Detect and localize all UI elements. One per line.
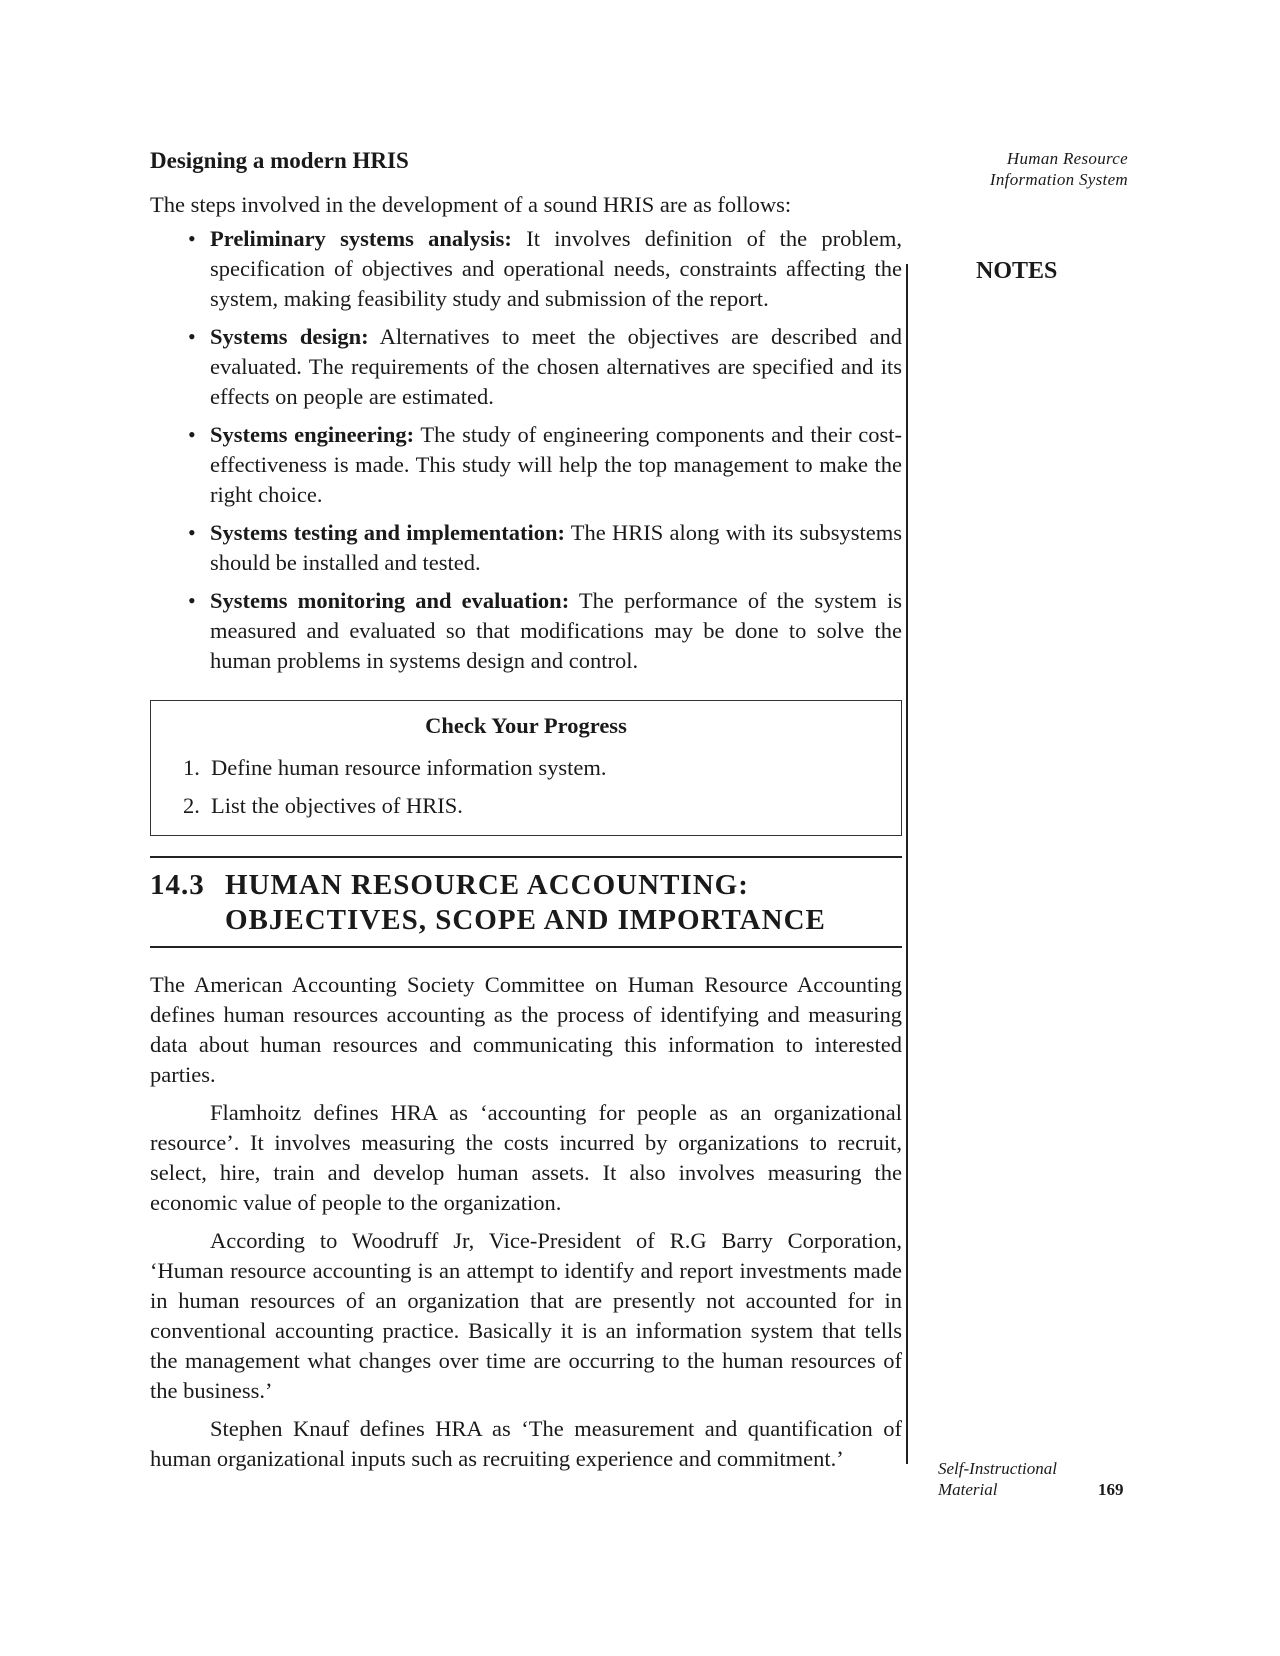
footer-label: [938, 1458, 1057, 1500]
margin-divider: [906, 264, 908, 1464]
body-paragraph: The American Accounting Society Committee on Human Resource Accounting defines human resources accounting as the process of identifying and measuring data about human resources and communicating this information to interested parties.: [150, 972, 902, 1087]
body-paragraph: Stephen Knauf defines HRA as ‘The measurement and quantification of human organizational inputs such as recruiting experience and commitment.’: [150, 1416, 902, 1471]
main-column: [150, 140, 902, 1482]
check-progress-title: Check Your Progress: [425, 713, 627, 738]
footer-label-line1: Self-Instructional: [938, 1459, 1057, 1478]
running-head-line1: Human Resource: [1006, 149, 1128, 168]
footer-label-line2: Material: [938, 1480, 998, 1499]
question-number: 1.: [183, 755, 200, 780]
step-term: Systems engineering:: [210, 422, 415, 447]
page-number: 169: [1098, 1480, 1124, 1499]
question-text: List the objectives of HRIS.: [211, 793, 463, 818]
notes-label: NOTES: [976, 258, 1058, 284]
section-heading: Designing a modern HRIS: [150, 148, 409, 173]
question-item: [183, 753, 901, 783]
running-head: [990, 148, 1128, 190]
body-paragraph: Flamhoitz defines HRA as ‘accounting for people as an organizational resource’. It involves measuring the costs incurred by organizations to recruit, select, hire, train and develop human assets. It also involves measuring the economic value of people to the organization.: [150, 1100, 902, 1215]
list-item: [210, 518, 902, 578]
body-paragraph: According to Woodruff Jr, Vice-President of R.G Barry Corporation, ‘Human resource accounting is an attempt to identify and report investments made in human resources of an organization that are presently not accounted for in conventional accounting practice. Basically it is an information system that tells the management what changes over time are occurring to the human resources of the business.’: [150, 1228, 902, 1403]
chapter-section-title-line2: OBJECTIVES, SCOPE AND IMPORTANCE: [225, 904, 826, 936]
question-text: Define human resource information system.: [211, 755, 607, 780]
chapter-section-heading: [150, 856, 902, 948]
section-intro: The steps involved in the development of a sound HRIS are as follows:: [150, 192, 792, 217]
list-item: [210, 322, 902, 412]
step-term: Systems monitoring and evaluation:: [210, 588, 570, 613]
question-item: [183, 791, 901, 821]
list-item: [210, 224, 902, 314]
chapter-section-title-line1: HUMAN RESOURCE ACCOUNTING:: [225, 869, 749, 901]
step-text: Alternatives to meet the objectives are described and evaluated. The requirements of the chosen alternatives are specified and its effects on people are estimated.: [210, 324, 902, 409]
question-number: 2.: [183, 793, 200, 818]
step-term: Systems testing and implementation:: [210, 520, 565, 545]
step-text: It involves definition of the problem, specification of objectives and operational needs, constraints affecting the system, making feasibility study and submission of the report.: [210, 226, 903, 311]
list-item: [210, 420, 902, 510]
chapter-section-number: 14.3: [150, 869, 205, 901]
step-term: Systems design:: [210, 324, 369, 349]
step-term: Preliminary systems analysis:: [210, 226, 512, 251]
step-text: The performance of the system is measured and evaluated so that modifications may be done to solve the human problems in systems design and control.: [210, 588, 902, 673]
step-text: The HRIS along with its subsystems should be installed and tested.: [210, 520, 902, 575]
step-text: The study of engineering components and their cost- effectiveness is made. This study will help the top management to make the right choice.: [210, 422, 902, 507]
steps-list: [150, 224, 902, 676]
list-item: [210, 586, 902, 676]
question-list: [151, 753, 901, 821]
check-progress-box: [150, 700, 902, 836]
running-head-line2: Information System: [989, 170, 1128, 189]
